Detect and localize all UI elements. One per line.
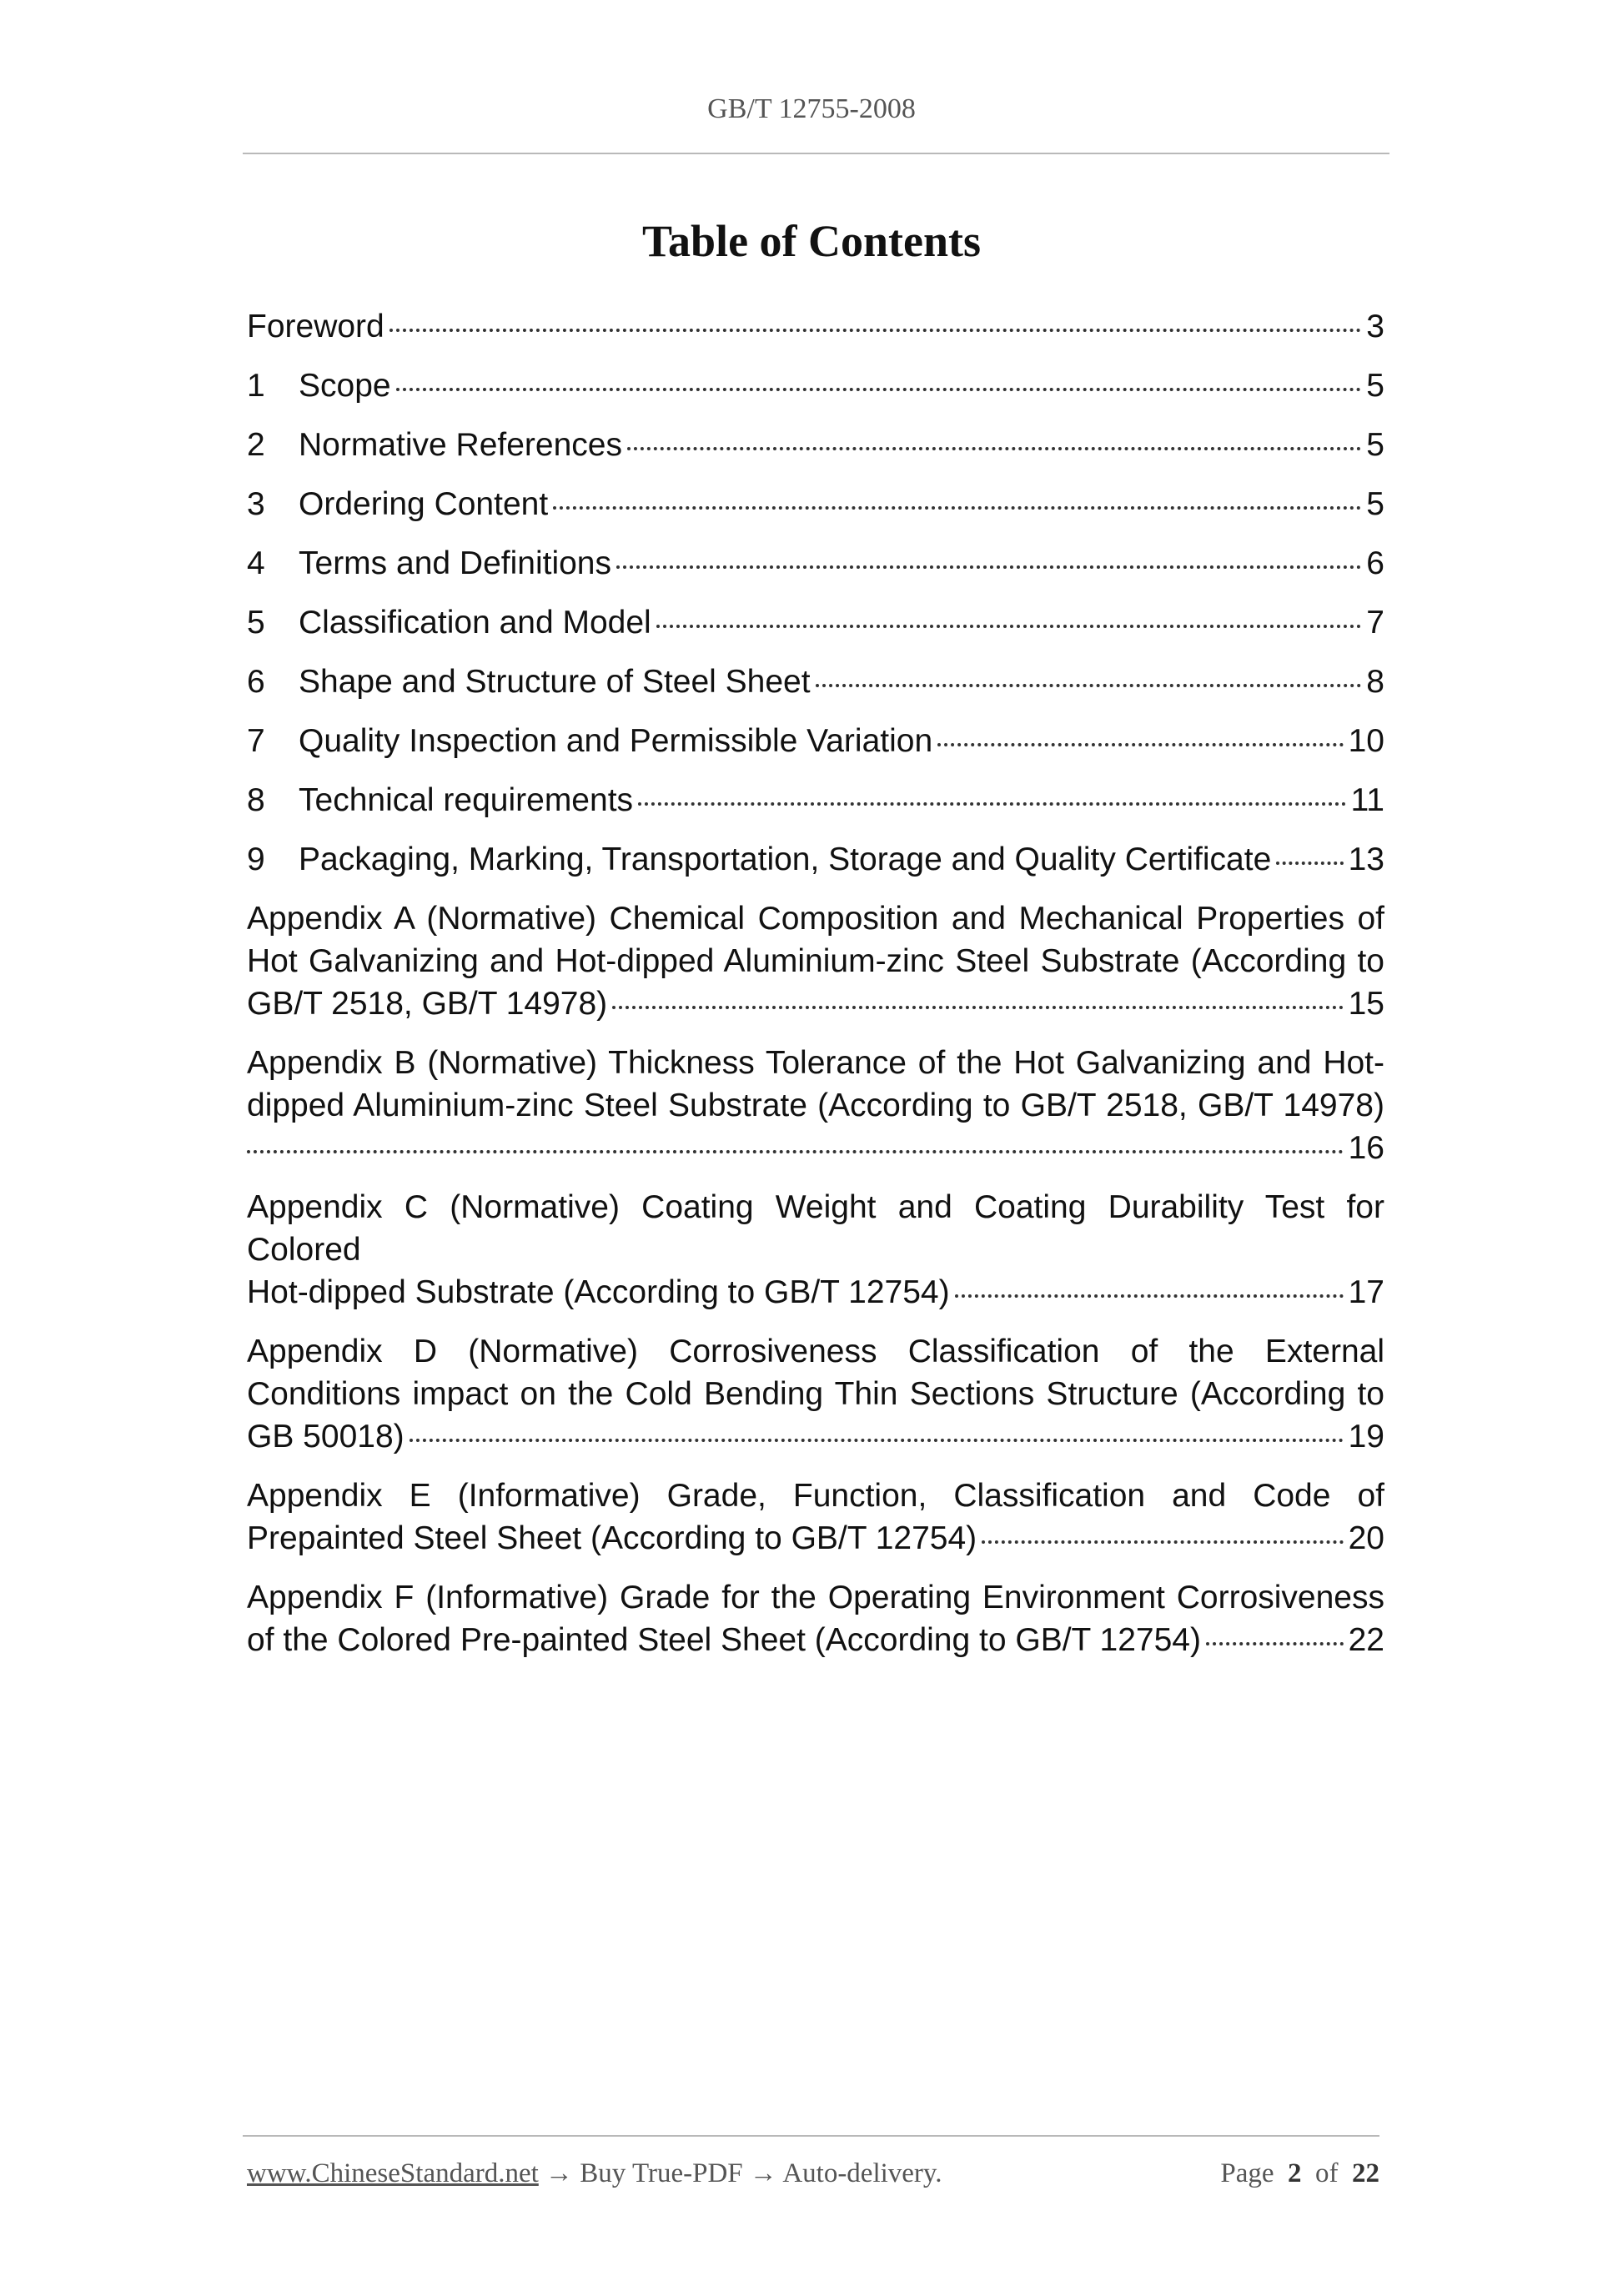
toc-entry-number: 5 <box>247 605 265 641</box>
appendix-final-line <box>247 1415 1384 1458</box>
toc-entry-title: Terms and Definitions <box>299 545 611 581</box>
toc-entry-title: Classification and Model <box>299 605 651 641</box>
appendix-entry[interactable] <box>247 1186 1384 1314</box>
dot-leader <box>247 1149 1344 1153</box>
dot-leader <box>937 742 1343 746</box>
dot-leader <box>396 387 1362 391</box>
appendix-title-line: Appendix F (Informative) Grade for the Operating Environment Corrosiveness <box>247 1580 1384 1615</box>
appendix-title-end: of the Colored Pre-painted Steel Sheet (According to GB/T 12754) <box>247 1622 1201 1658</box>
dot-leader <box>553 505 1361 510</box>
page-total: 22 <box>1352 2158 1379 2188</box>
toc-entry-page: 6 <box>1366 545 1384 581</box>
toc-entry[interactable] <box>247 720 1384 779</box>
appendix-final-line <box>247 1127 1384 1169</box>
toc-entry-title: Normative References <box>299 427 622 463</box>
arrow-icon: → <box>545 2158 574 2188</box>
auto-delivery-text: Auto-delivery. <box>782 2158 942 2188</box>
toc-entry-page: 13 <box>1348 842 1384 877</box>
appendix-page: 17 <box>1348 1274 1384 1310</box>
appendix-title-line: Hot Galvanizing and Hot-dipped Aluminium-zinc Steel Substrate (According to <box>247 943 1384 979</box>
appendix-title-line: Appendix B (Normative) Thickness Tolerance of the Hot Galvanizing and Hot- <box>247 1045 1384 1081</box>
appendix-title-line: Appendix E (Informative) Grade, Function, Classification and Code of <box>247 1478 1384 1514</box>
appendix-title-end: Hot-dipped Substrate (According to GB/T 12754) <box>247 1274 950 1310</box>
toc-entry[interactable] <box>247 601 1384 661</box>
arrow-icon: → <box>749 2158 777 2188</box>
document-header <box>0 93 1623 125</box>
appendix-final-line <box>247 1517 1384 1560</box>
appendix-entry[interactable] <box>247 1475 1384 1560</box>
table-of-contents <box>247 305 1384 1678</box>
appendix-page: 22 <box>1348 1622 1384 1658</box>
appendix-title-end: Prepainted Steel Sheet (According to GB/T 12754) <box>247 1520 977 1556</box>
toc-entry[interactable] <box>247 424 1384 483</box>
toc-entry-title: Packaging, Marking, Transportation, Storage and Quality Certificate <box>299 842 1272 877</box>
dot-leader <box>816 683 1362 687</box>
toc-entry-title: Shape and Structure of Steel Sheet <box>299 664 811 700</box>
dot-leader <box>955 1294 1344 1298</box>
dot-leader <box>1206 1641 1344 1645</box>
toc-entry-number: 9 <box>247 842 265 877</box>
appendix-title-line: Appendix D (Normative) Corrosiveness Classification of the External <box>247 1334 1384 1369</box>
toc-entry-title: Ordering Content <box>299 486 549 522</box>
dot-leader <box>389 328 1362 332</box>
appendix-page: 16 <box>1348 1130 1384 1166</box>
appendix-entry[interactable] <box>247 1042 1384 1169</box>
toc-entries <box>247 305 1384 897</box>
appendix-title-line: Appendix A (Normative) Chemical Composition and Mechanical Properties of <box>247 901 1384 937</box>
toc-entry-title: Scope <box>299 368 391 404</box>
dot-leader <box>656 624 1362 628</box>
toc-entry[interactable] <box>247 364 1384 424</box>
toc-entry-number: 2 <box>247 427 265 463</box>
toc-entry-title: Quality Inspection and Permissible Variation <box>299 723 933 759</box>
toc-entry-page: 5 <box>1366 368 1384 404</box>
toc-entry-title: Foreword <box>247 309 384 344</box>
appendix-entries <box>247 897 1384 1661</box>
appendix-title-line: dipped Aluminium-zinc Steel Substrate (According to GB/T 2518, GB/T 14978) <box>247 1088 1384 1123</box>
toc-entry-number: 6 <box>247 664 265 700</box>
dot-leader <box>612 1005 1343 1009</box>
dot-leader <box>638 801 1345 806</box>
toc-entry-page: 3 <box>1366 309 1384 344</box>
toc-entry[interactable] <box>247 305 1384 364</box>
site-link[interactable]: www.ChineseStandard.net <box>247 2158 539 2188</box>
toc-entry[interactable] <box>247 779 1384 838</box>
appendix-title-line: Conditions impact on the Cold Bending Thin Sections Structure (According to <box>247 1376 1384 1412</box>
toc-entry-page: 5 <box>1366 427 1384 463</box>
appendix-page: 15 <box>1348 986 1384 1022</box>
toc-entry[interactable] <box>247 838 1384 897</box>
dot-leader <box>627 446 1361 450</box>
appendix-final-line <box>247 1271 1384 1314</box>
toc-entry-page: 11 <box>1350 782 1384 818</box>
header-divider <box>243 153 1389 154</box>
dot-leader <box>1276 861 1343 865</box>
appendix-entry[interactable] <box>247 1576 1384 1661</box>
toc-entry-page: 5 <box>1366 486 1384 522</box>
of-word: of <box>1315 2158 1339 2188</box>
toc-entry-page: 7 <box>1366 605 1384 641</box>
appendix-page: 19 <box>1348 1419 1384 1454</box>
document-footer <box>247 2158 1379 2189</box>
buy-pdf-text: Buy True-PDF <box>580 2158 743 2188</box>
toc-entry-number: 7 <box>247 723 265 759</box>
page-number: 2 <box>1288 2158 1302 2188</box>
appendix-entry[interactable] <box>247 897 1384 1025</box>
appendix-page: 20 <box>1348 1520 1384 1556</box>
toc-entry-number: 3 <box>247 486 265 522</box>
document-id: GB/T 12755-2008 <box>707 93 916 124</box>
appendix-title-end: GB/T 2518, GB/T 14978) <box>247 986 608 1022</box>
footer-promo <box>247 2158 942 2189</box>
page-indicator <box>1220 2158 1379 2189</box>
appendix-final-line <box>247 1619 1384 1661</box>
toc-entry-page: 10 <box>1348 723 1384 759</box>
appendix-entry[interactable] <box>247 1330 1384 1458</box>
toc-entry-page: 8 <box>1366 664 1384 700</box>
dot-leader <box>616 565 1361 569</box>
page-word: Page <box>1220 2158 1274 2188</box>
appendix-title-line: Appendix C (Normative) Coating Weight and Coating Durability Test for Colored <box>247 1189 1384 1268</box>
toc-entry-number: 8 <box>247 782 265 818</box>
toc-entry[interactable] <box>247 483 1384 542</box>
appendix-title-end: GB 50018) <box>247 1419 404 1454</box>
dot-leader <box>982 1540 1343 1544</box>
toc-entry-title: Technical requirements <box>299 782 634 818</box>
dot-leader <box>410 1438 1344 1442</box>
footer-divider <box>243 2135 1379 2137</box>
toc-entry-number: 1 <box>247 368 265 404</box>
toc-entry[interactable] <box>247 542 1384 601</box>
appendix-final-line <box>247 982 1384 1025</box>
toc-entry[interactable] <box>247 661 1384 720</box>
page-title: Table of Contents <box>641 216 982 266</box>
toc-entry-number: 4 <box>247 545 265 581</box>
